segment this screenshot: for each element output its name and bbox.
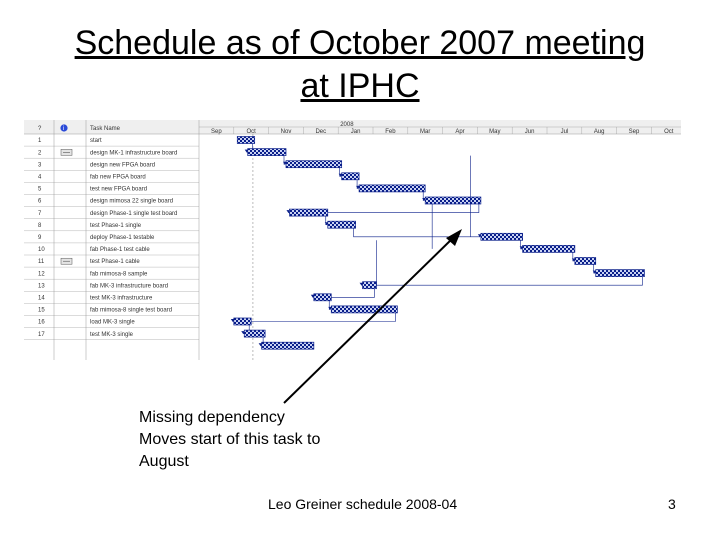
month-label: Apr (455, 129, 465, 135)
month-label: Aug (593, 129, 605, 135)
row-id: 2 (38, 150, 42, 157)
month-label: Jul (560, 129, 569, 135)
page-number: 3 (668, 496, 676, 512)
callout-note (139, 407, 320, 473)
month-label: Nov (280, 129, 292, 135)
row-id: 5 (38, 186, 42, 193)
row-task-name[interactable]: test MK-3 single (90, 331, 134, 338)
row-task-name[interactable]: test Phase-1 cable (90, 259, 140, 266)
note-line-1: Missing dependency (139, 409, 285, 426)
row-task-name[interactable]: design mimosa 22 single board (90, 198, 174, 205)
title-line-2: at IPHC (300, 67, 420, 105)
header-id: ? (38, 126, 42, 132)
row-task-name[interactable]: test Phase-1 single (90, 222, 142, 229)
row-task-name[interactable]: fab MK-3 infrastructure board (90, 283, 169, 290)
row-id: 1 (38, 138, 42, 145)
row-id: 6 (38, 198, 42, 205)
row-task-name[interactable]: fab new FPGA board (90, 174, 146, 181)
header-task-name: Task Name (90, 126, 121, 132)
month-label: Jan (350, 129, 361, 135)
row-task-name[interactable]: test MK-3 infrastructure (90, 295, 153, 302)
row-id: 11 (38, 259, 45, 266)
note-line-2: Moves start of this task to (139, 431, 321, 448)
row-task-name[interactable]: design Phase-1 single test board (90, 210, 178, 217)
month-label: Jun (524, 129, 535, 135)
month-label: Dec (315, 129, 327, 135)
month-label: Sep (628, 129, 640, 135)
month-label: Feb (385, 129, 396, 135)
row-id: 3 (38, 162, 42, 169)
row-task-name[interactable]: fab mimosa-8 single test board (90, 307, 173, 314)
month-label: Oct (664, 129, 674, 135)
row-task-name[interactable]: test new FPGA board (90, 186, 148, 193)
note-line-3: August (139, 453, 189, 470)
row-task-name[interactable]: start (90, 138, 102, 145)
row-id: 15 (38, 307, 45, 314)
month-label: Oct (246, 129, 256, 135)
title-line-1: Schedule as of October 2007 meeting (74, 24, 646, 62)
row-task-name[interactable]: fab mimosa-8 sample (90, 271, 148, 278)
row-task-name[interactable]: design new FPGA board (90, 162, 156, 169)
month-label: Mar (420, 129, 431, 135)
slide-footer: Leo Greiner schedule 2008-04 (268, 496, 458, 512)
month-label: May (489, 129, 501, 135)
info-icon-label: i (63, 126, 65, 132)
row-id: 16 (38, 319, 45, 326)
row-id: 9 (38, 235, 42, 242)
row-id: 17 (38, 331, 45, 338)
row-task-name[interactable]: deploy Phase-1 testable (90, 235, 155, 242)
row-task-name[interactable]: load MK-3 single (90, 319, 135, 326)
row-id: 14 (38, 295, 45, 302)
row-id: 13 (38, 283, 45, 290)
row-id: 7 (38, 210, 42, 217)
row-id: 4 (38, 174, 42, 181)
row-id: 12 (38, 271, 45, 278)
row-task-name[interactable]: design MK-1 infrastructure board (90, 150, 178, 157)
row-id: 10 (38, 247, 45, 254)
month-label: Sep (211, 129, 222, 135)
row-id: 8 (38, 222, 42, 229)
row-task-name[interactable]: fab Phase-1 test cable (90, 247, 150, 254)
header-year: 2008 (340, 122, 354, 128)
